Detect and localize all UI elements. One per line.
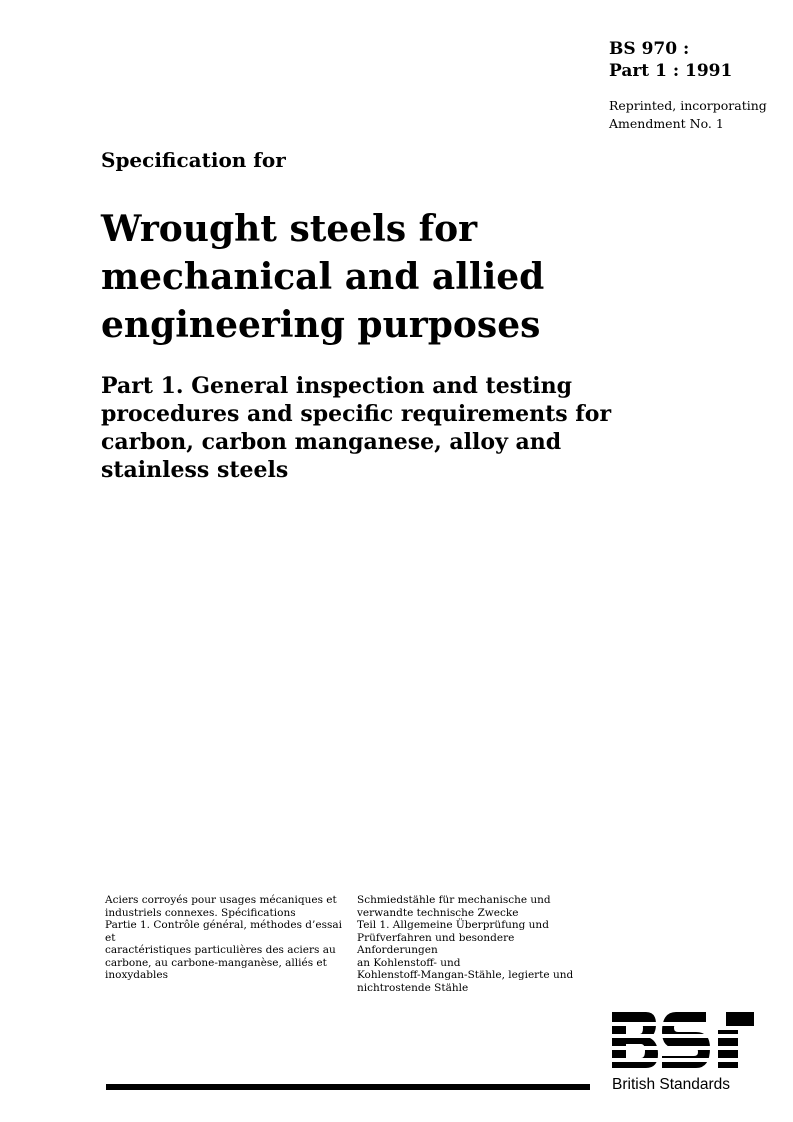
title-line: mechanical and allied xyxy=(101,256,545,298)
bsi-logo xyxy=(612,1012,754,1068)
reprint-note-line: Amendment No. 1 xyxy=(609,116,724,131)
part-title-line: carbon, carbon manganese, alloy and xyxy=(101,429,562,455)
part-title-line: stainless steels xyxy=(101,457,289,483)
german-title-line: verwandte technische Zwecke xyxy=(357,906,519,919)
document-title xyxy=(101,205,661,349)
part-title-line: procedures and specific requirements for xyxy=(101,401,612,427)
german-title xyxy=(357,894,597,994)
reprint-note-line: Reprinted, incorporating xyxy=(609,98,767,113)
bsi-caption: British Standards xyxy=(612,1076,731,1093)
french-title-line: inoxydables xyxy=(105,969,168,981)
french-title-line: industriels connexes. Spécifications xyxy=(105,906,296,919)
reprint-note xyxy=(609,97,767,133)
title-line: Wrought steels for xyxy=(101,208,478,250)
standard-part: Part 1 : 1991 xyxy=(609,61,733,81)
german-title-line: Kohlenstoff-Mangan-Stähle, legierte und xyxy=(357,969,574,981)
french-title-line: Partie 1. Contrôle général, méthodes d’essai et xyxy=(105,919,342,944)
french-title-line: caractéristiques particulières des aciers au xyxy=(105,944,336,956)
part-title xyxy=(101,372,701,484)
german-title-line: Teil 1. Allgemeine Überprüfung und xyxy=(357,919,549,931)
footer-rule xyxy=(106,1084,590,1090)
german-title-line: an Kohlenstoff- und xyxy=(357,956,461,969)
part-title-line: Part 1. General inspection and testing xyxy=(101,373,572,399)
german-title-line: Schmiedstähle für mechanische und xyxy=(357,894,551,906)
french-title-line: carbone, au carbone-manganèse, alliés et xyxy=(105,956,327,969)
standard-number-block xyxy=(609,38,732,82)
specification-label: Specification for xyxy=(101,148,286,172)
german-title-line: nichtrostende Stähle xyxy=(357,981,469,994)
french-title-line: Aciers corroyés pour usages mécaniques et xyxy=(105,894,337,906)
french-title xyxy=(105,894,345,982)
title-line: engineering purposes xyxy=(101,304,541,346)
german-title-line: Prüfverfahren und besondere Anforderungen xyxy=(357,931,515,956)
standard-number: BS 970 : xyxy=(609,39,690,59)
